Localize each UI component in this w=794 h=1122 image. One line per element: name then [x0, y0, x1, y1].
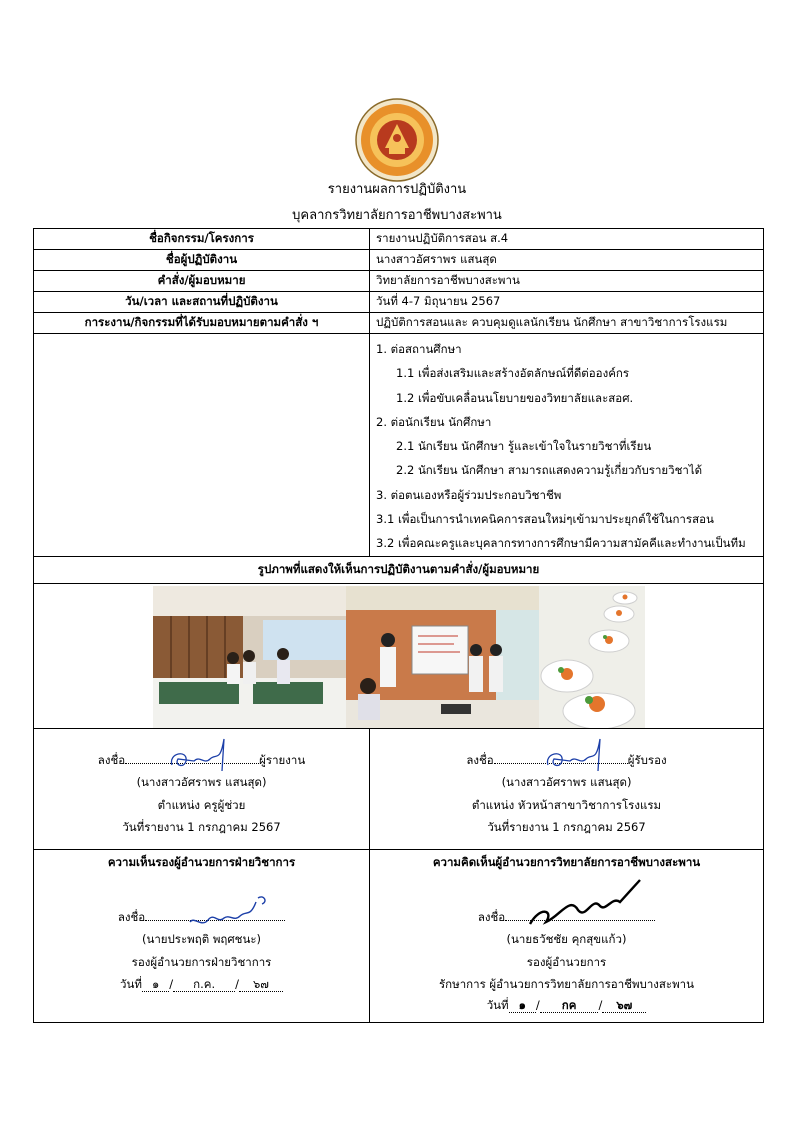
director-name: (นายธวัชชัย คุกสุขแก้ว): [506, 932, 627, 947]
performer-label: ชื่อผู้ปฏิบัติงาน: [34, 250, 370, 271]
director-opinion-block: ความคิดเห็นผู้อำนวยการวิทยาลัยการอาชีพบางสะพาน ลงชื่อ (นายธวัชชัย คุกสุขแก้ว) รองผู้อำนวยการ รักษาการ ผู้อำนวยการวิทยาลัยการอาชีพบางสะพาน วันที่ ๑ / กค / ๖๗: [370, 849, 764, 1022]
reporter-position: ตำแหน่ง ครูผู้ช่วย: [157, 797, 246, 812]
director-signature-mark: [520, 876, 650, 932]
info-row: [34, 250, 764, 271]
activity-label: ชื่อกิจกรรม/โครงการ: [34, 229, 370, 250]
certifier-sign-suffix: ผู้รับรอง: [627, 752, 667, 767]
reporter-signature-block: [34, 728, 370, 849]
director-date-prefix: วันที่: [486, 997, 509, 1012]
director-date-day: ๑: [509, 998, 536, 1013]
objective-item: 1.1 เพื่อส่งเสริมและสร้างอัตลักษณ์ที่ดีต่อองค์กร: [396, 366, 630, 381]
performer-value: นางสาวอัศราพร แสนสุด: [370, 250, 764, 271]
reporter-sign-suffix: ผู้รายงาน: [259, 752, 306, 767]
classroom-photo-2: [346, 586, 539, 728]
report-subtitle: บุคลากรวิทยาลัยการอาชีพบางสะพาน: [292, 208, 502, 223]
info-row: [34, 271, 764, 292]
director-position: รองผู้อำนวยการ: [526, 954, 607, 969]
objective-item: 1. ต่อสถานศึกษา: [376, 342, 462, 356]
signature-row: [34, 728, 764, 849]
certifier-signature-mark: [540, 735, 630, 775]
objective-item: 2. ต่อนักเรียน นักศึกษา: [376, 414, 492, 429]
certifier-name: (นางสาวอัศราพร แสนสุด): [501, 775, 632, 790]
deputy-position: รองผู้อำนวยการฝ่ายวิชาการ: [131, 954, 272, 969]
objective-item: 2.1 นักเรียน นักศึกษา รู้และเข้าใจในรายวิชาที่เรียน: [396, 439, 652, 454]
deputy-opinion-block: ความเห็นรองผู้อำนวยการฝ่ายวิชาการ ลงชื่อ (นายประพฤติ พฤศชนะ) รองผู้อำนวยการฝ่ายวิชาการ วันที่ ๑ / ก.ค. / ๖๗: [34, 849, 370, 1022]
task-value: ปฏิบัติการสอนและ ควบคุมดูแลนักเรียน นักศึกษา สาขาวิชาการโรงแรม: [370, 313, 764, 334]
deputy-sign-prefix: ลงชื่อ: [117, 909, 146, 924]
report-table: [33, 228, 764, 1023]
director-position-acting: รักษาการ ผู้อำนวยการวิทยาลัยการอาชีพบางสะพาน: [438, 977, 695, 992]
datetime-value: วันที่ 4-7 มิถุนายน 2567: [370, 292, 764, 313]
objectives-blank: [34, 334, 370, 557]
assigner-label: คำสั่ง/ผู้มอบหมาย: [34, 271, 370, 292]
certifier-sign-prefix: ลงชื่อ: [466, 752, 494, 767]
objective-item: 2.2 นักเรียน นักศึกษา สามารถแสดงความรู้เกี่ยวกับรายวิชาได้: [396, 463, 703, 478]
deputy-opinion-heading: ความเห็นรองผู้อำนวยการฝ่ายวิชาการ: [107, 854, 296, 869]
director-date-year: ๖๗: [602, 998, 646, 1013]
task-label: การะงาน/กิจกรรมที่ได้รับมอบหมายตามคำสั่ง ฯ: [34, 313, 370, 334]
objectives-row: [34, 334, 764, 557]
college-logo: [355, 98, 439, 182]
certifier-position: ตำแหน่ง หัวหน้าสาขาวิชาการโรงแรม: [471, 797, 662, 812]
classroom-photo-1: [153, 586, 346, 728]
photos-row: [34, 583, 764, 728]
objective-item: 1.2 เพื่อขับเคลื่อนนโยบายของวิทยาลัยและสอศ.: [396, 390, 634, 405]
objective-item: 3. ต่อตนเองหรือผู้ร่วมประกอบวิชาชีพ: [376, 487, 562, 502]
deputy-date-prefix: วันที่: [120, 977, 142, 992]
food-plates-photo: [539, 586, 645, 728]
certifier-signature-block: [370, 728, 764, 849]
info-row: [34, 313, 764, 334]
datetime-label: วัน/เวลา และสถานที่ปฏิบัติงาน: [34, 292, 370, 313]
reporter-date: วันที่รายงาน 1 กรกฎาคม 2567: [122, 820, 281, 835]
photos-cell: [34, 583, 764, 728]
director-opinion-heading: ความคิดเห็นผู้อำนวยการวิทยาลัยการอาชีพบางสะพาน: [432, 854, 701, 869]
reporter-name: (นางสาวอัศราพร แสนสุด): [136, 775, 267, 790]
assigner-value: วิทยาลัยการอาชีพบางสะพาน: [370, 271, 764, 292]
director-sign-prefix: ลงชื่อ: [477, 909, 506, 924]
deputy-signature-mark: [184, 892, 274, 932]
deputy-date-day: ๑: [142, 977, 169, 992]
objective-item: 3.2 เพื่อคณะครูและบุคลากรทางการศึกษามีความสามัคคีและทำงานเป็นทีม: [376, 536, 746, 551]
info-row: [34, 292, 764, 313]
director-date-month: กค: [540, 998, 599, 1013]
info-row: [34, 229, 764, 250]
reporter-sign-prefix: ลงชื่อ: [97, 752, 126, 767]
activity-value: รายงานปฏิบัติการสอน ส.4: [370, 229, 764, 250]
reporter-signature-mark: [164, 735, 254, 775]
objectives-list: [370, 334, 764, 557]
opinion-row: [34, 849, 764, 1022]
deputy-date-year: ๖๗: [239, 977, 283, 992]
photos-heading: รูปภาพที่แสดงให้เห็นการปฏิบัติงานตามคำสั่ง/ผู้มอบหมาย: [34, 556, 764, 583]
report-title: รายงานผลการปฏิบัติงาน: [327, 182, 467, 197]
certifier-date: วันที่รายงาน 1 กรกฎาคม 2567: [487, 820, 646, 835]
deputy-date-month: ก.ค.: [173, 977, 235, 992]
objective-item: 3.1 เพื่อเป็นการนำเทคนิคการสอนใหม่ๆเข้ามาประยุกต์ใช้ในการสอน: [376, 512, 714, 527]
deputy-name: (นายประพฤติ พฤศชนะ): [141, 932, 262, 947]
